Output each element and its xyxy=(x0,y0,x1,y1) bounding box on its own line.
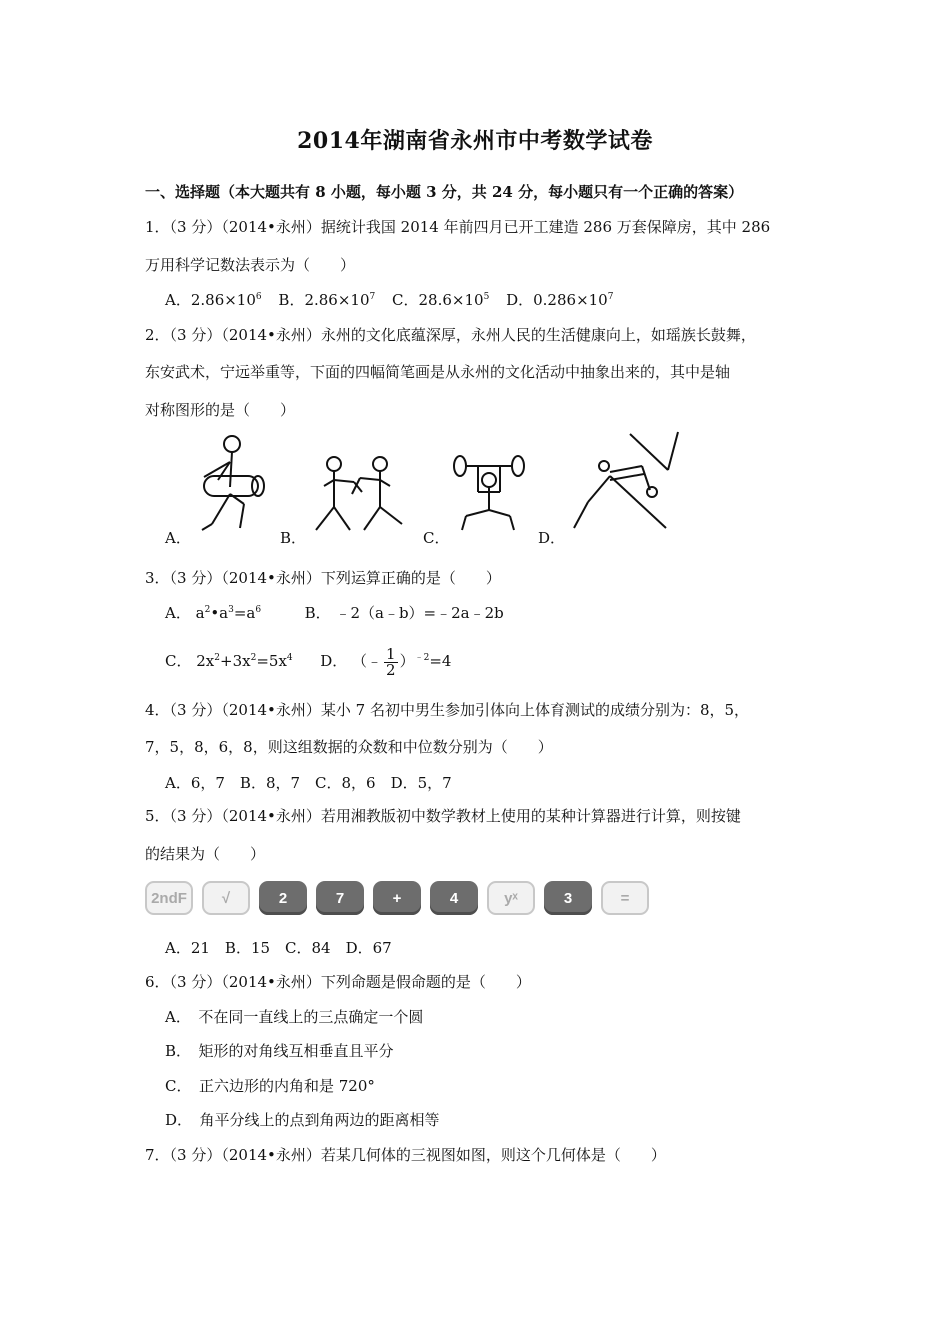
q3-option-a: A． $a^2•a^3=a^6$ xyxy=(165,604,262,622)
key-2ndf: 2ndF xyxy=(145,881,193,915)
q3-options-cd xyxy=(165,645,451,678)
section-heading: 一、选择题（本大题共有 8 小题，每小题 3 分，共 24 分，每小题只有一个正确的答案） xyxy=(145,183,744,201)
calculator-key-sequence xyxy=(145,881,655,917)
q3-option-c: C． $2x^2+3x^2=5x^4$ xyxy=(165,652,293,670)
figure-b-martial-arts xyxy=(306,452,406,532)
figure-c-weightlifter xyxy=(450,452,530,532)
key-2: 2 xyxy=(259,881,307,915)
q3-options-ab xyxy=(165,603,504,623)
q1-options xyxy=(165,290,625,310)
q6-option-a: A． 不在同一直线上的三点确定一个圆 xyxy=(165,1008,424,1026)
q1-option-d: D．$0.286\times 10^7$ xyxy=(506,291,614,309)
figure-c-label: C． xyxy=(423,529,450,547)
q1-line2: 万用科学记数法表示为（ ） xyxy=(145,256,356,274)
key-sqrt: √ xyxy=(202,881,250,915)
figure-a-drummer xyxy=(190,432,270,532)
q3-option-b: B． ﹣2（a﹣b）=﹣2a﹣2b xyxy=(304,604,504,622)
q3-line1: 3．（3 分）（2014•永州）下列运算正确的是（ ） xyxy=(145,569,501,587)
q2-line3: 对称图形的是（ ） xyxy=(145,401,296,419)
q1-option-a: A．$2.86\times 10^6$ xyxy=(165,291,262,309)
q5-line2: 的结果为（ ） xyxy=(145,845,266,863)
q4-options: A．6，7 B．8，7 C．8，6 D．5，7 xyxy=(165,774,452,792)
q2-line1: 2．（3 分）（2014•永州）永州的文化底蕴深厚，永州人民的生活健康向上，如瑶族长鼓舞， xyxy=(145,326,756,344)
q6-line1: 6．（3 分）（2014•永州）下列命题是假命题的是（ ） xyxy=(145,973,531,991)
q1-line1: 1．（3 分）（2014•永州）据统计我国 2014 年前四月已开工建造 286 万套保障房，其中 286 xyxy=(145,218,771,236)
key-equals: = xyxy=(601,881,649,915)
page-title: 2014年湖南省永州市中考数学试卷 xyxy=(297,128,653,154)
figure-a-label: A． xyxy=(165,529,191,547)
q4-line2: 7，5，8，6，8，则这组数据的众数和中位数分别为（ ） xyxy=(145,738,553,756)
key-4: 4 xyxy=(430,881,478,915)
key-plus: + xyxy=(373,881,421,915)
figure-b-label: B． xyxy=(280,529,307,547)
q6-option-c: C． 正六边形的内角和是 720° xyxy=(165,1077,375,1095)
q5-line1: 5．（3 分）（2014•永州）若用湘教版初中数学教材上使用的某种计算器进行计算，则按键 xyxy=(145,807,741,825)
key-7: 7 xyxy=(316,881,364,915)
q6-option-b: B． 矩形的对角线互相垂直且平分 xyxy=(165,1042,394,1060)
q7-line1: 7．（3 分）（2014•永州）若某几何体的三视图如图，则这个几何体是（ ） xyxy=(145,1146,666,1164)
q1-option-c: C．$28.6\times 10^5$ xyxy=(392,291,490,309)
figure-d-pose xyxy=(570,430,680,530)
key-power: yˣ xyxy=(487,881,535,915)
q5-options: A．21 B．15 C．84 D．67 xyxy=(165,939,392,957)
key-3: 3 xyxy=(544,881,592,915)
figure-d-label: D． xyxy=(538,529,566,547)
q3-fraction: $\frac{1}{2}$ xyxy=(386,644,396,679)
q2-line2: 东安武术，宁远举重等，下面的四幅简笔画是从永州的文化活动中抽象出来的，其中是轴 xyxy=(145,363,731,381)
q6-option-d: D． 角平分线上的点到角两边的距离相等 xyxy=(165,1111,440,1129)
q3-option-d: D． （﹣ $\frac{1}{2}$ ）$^{﹣2}$=4 xyxy=(320,644,452,679)
q4-line1: 4．（3 分）（2014•永州）某小 7 名初中男生参加引体向上体育测试的成绩分别为：8，5， xyxy=(145,701,750,719)
q1-option-b: B．$2.86\times 10^7$ xyxy=(278,291,376,309)
